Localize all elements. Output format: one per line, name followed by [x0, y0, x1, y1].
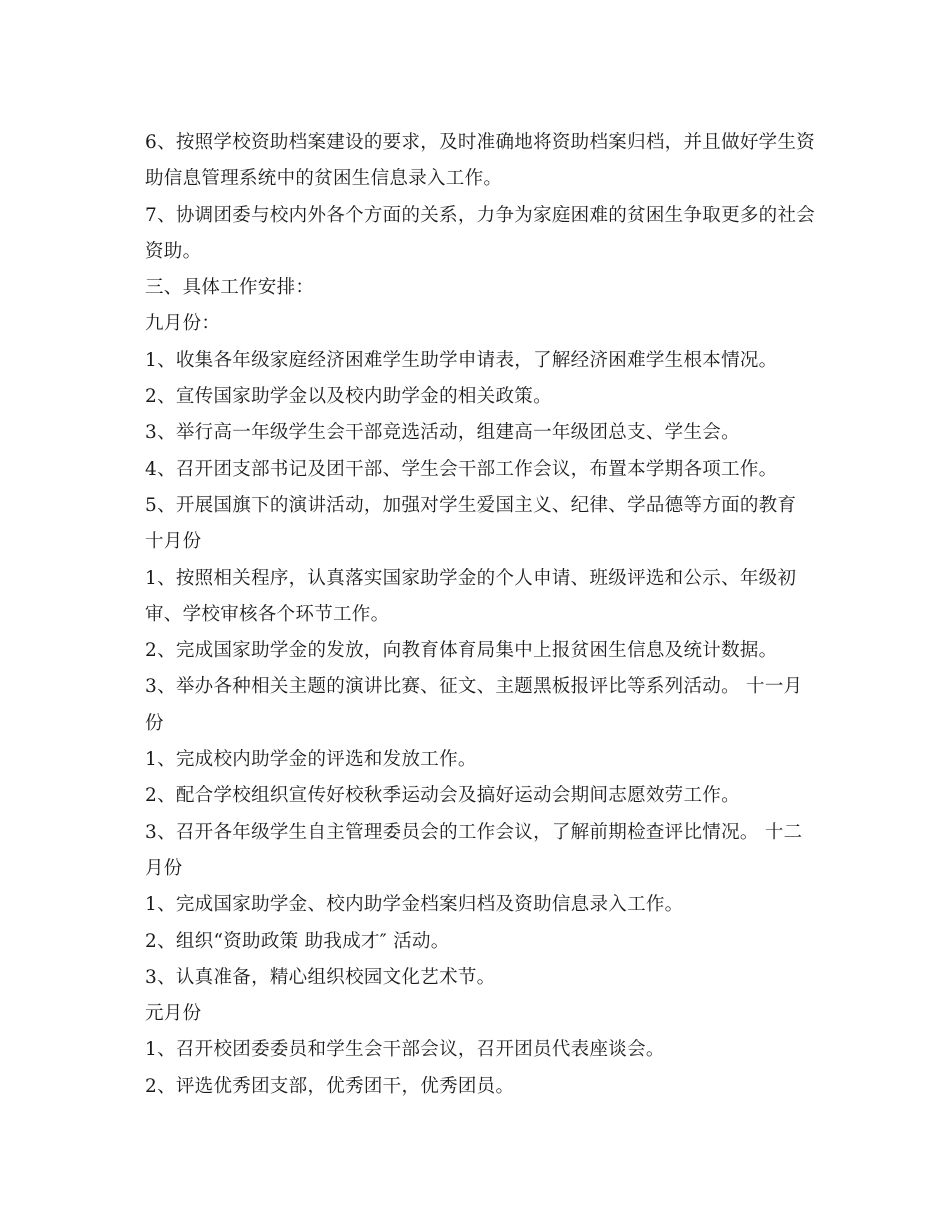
month-heading: 元月份: [145, 1003, 202, 1025]
text-line: 助信息管理系统中的贫困生信息录入工作。: [145, 168, 503, 190]
text-line: 1、按照相关程序，认真落实国家助学金的个人申请、班级评选和公示、年级初: [145, 567, 797, 589]
section-heading: 三、具体工作安排：: [145, 277, 315, 299]
text-line: 2、评选优秀团支部，优秀团干，优秀团员。: [145, 1075, 515, 1097]
text-line: 2、组织“资助政策 助我成才″ 活动。: [145, 930, 450, 952]
document-body: [145, 125, 815, 1105]
text-line: 2、完成国家助学金的发放，向教育体育局集中上报贫困生信息及统计数据。: [145, 640, 778, 662]
text-line: 7、协调团委与校内外各个方面的关系，力争为家庭困难的贫困生争取更多的社会: [145, 204, 816, 226]
text-line: 1、收集各年级家庭经济困难学生助学申请表，了解经济困难学生根本情况。: [145, 349, 778, 371]
text-line: 6、按照学校资助档案建设的要求，及时准确地将资助档案归档，并且做好学生资: [145, 132, 816, 153]
text-line: 1、召开校团委委员和学生会干部会议，召开团员代表座谈会。: [145, 1039, 665, 1061]
month-heading: 十月份: [145, 531, 202, 553]
text-line: 1、完成国家助学金、校内助学金档案归档及资助信息录入工作。: [145, 894, 684, 916]
text-line: 月份: [145, 857, 183, 879]
text-line: 2、宣传国家助学金以及校内助学金的相关政策。: [145, 386, 552, 408]
text-line: 资助。: [145, 240, 202, 262]
text-line: 3、举行高一年级学生会干部竞选活动，组建高一年级团总支、学生会。: [145, 422, 740, 444]
text-line: 5、开展国旗下的演讲活动，加强对学生爱国主义、纪律、学品德等方面的教育: [145, 494, 797, 516]
text-line: 1、完成校内助学金的评选和发放工作。: [145, 749, 477, 771]
text-line: 审、学校审核各个环节工作。: [145, 603, 390, 625]
text-line: 份: [145, 712, 164, 734]
text-line: 3、举办各种相关主题的演讲比赛、征文、主题黑板报评比等系列活动。 十一月: [145, 676, 803, 698]
text-line: 4、召开团支部书记及团干部、学生会干部工作会议，布置本学期各项工作。: [145, 458, 778, 480]
text-line: 2、配合学校组织宣传好校秋季运动会及搞好运动会期间志愿效劳工作。: [145, 785, 740, 807]
month-heading: 九月份：: [145, 313, 221, 335]
text-line: 3、认真准备，精心组织校园文化艺术节。: [145, 966, 496, 988]
text-line: 3、召开各年级学生自主管理委员会的工作会议，了解前期检查评比情况。 十二: [145, 821, 803, 843]
